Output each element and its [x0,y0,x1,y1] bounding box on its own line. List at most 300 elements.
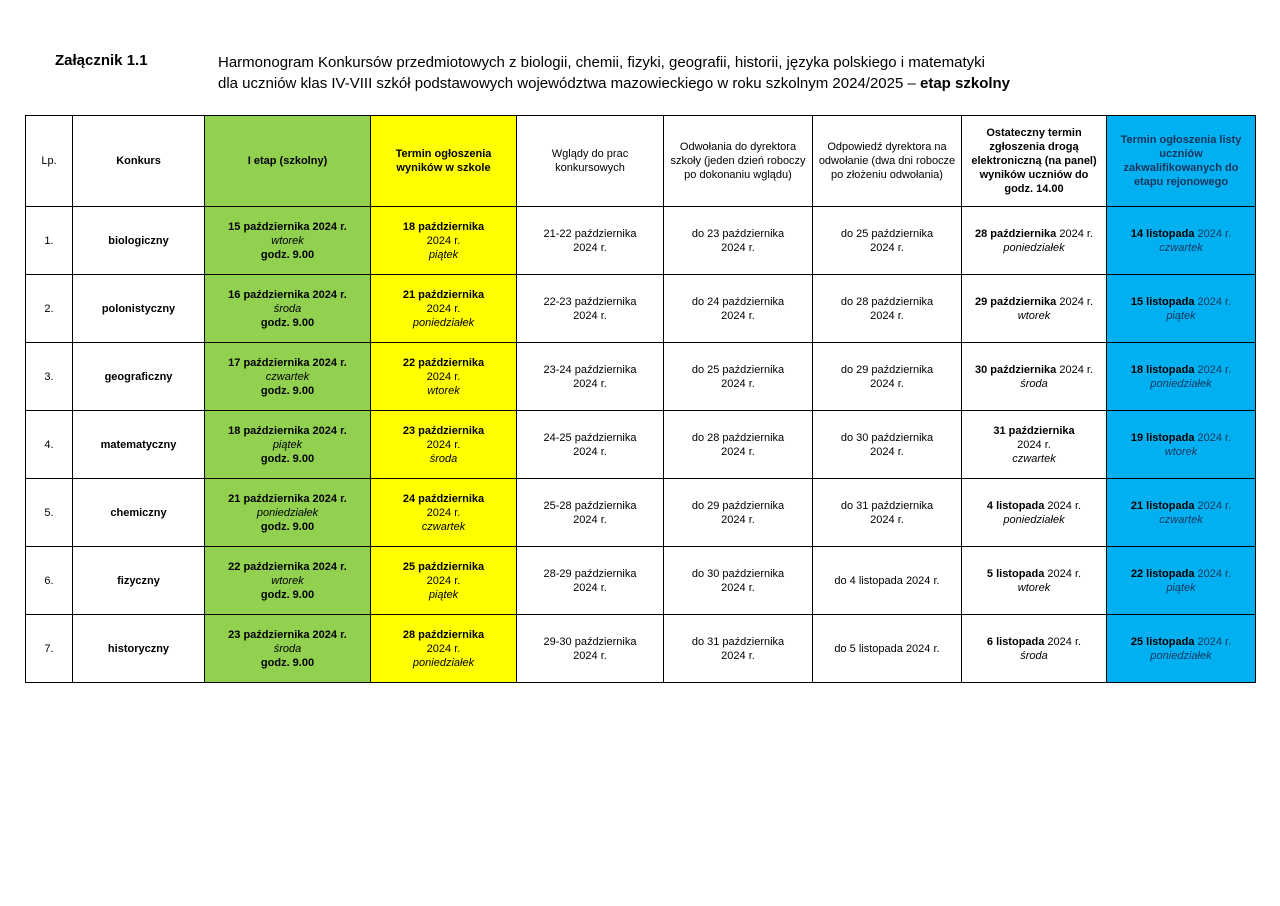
cell-wyniki [371,343,517,411]
cell-lista [1107,615,1256,683]
cell-text-segment: 24-25 października [543,431,637,444]
cell-line [966,567,1102,581]
cell-odwolania [664,207,813,275]
cell-konkurs: geograficzny [73,343,205,411]
cell-text-segment: 23 października [402,424,485,437]
cell-text-segment: poniedziałek [1003,241,1065,254]
cell-line [375,234,512,248]
cell-wyniki [371,547,517,615]
col-header-etap: I etap (szkolny) [205,116,371,207]
cell-line [668,513,808,527]
cell-text-segment: piątek [428,588,459,601]
cell-text-segment: wtorek [271,234,304,247]
cell-text-segment: 29-30 października [543,635,637,648]
table-row [26,479,1256,547]
cell-line [209,356,366,370]
cell-line [521,241,659,255]
cell-text-segment: czwartek [421,520,466,533]
cell-zgloszenie [962,547,1107,615]
cell-line [521,581,659,595]
cell-text-segment: 2024 r. [721,309,755,322]
cell-line [966,499,1102,513]
cell-text-segment: środa [273,302,302,315]
cell-text-segment: wtorek [1017,581,1051,594]
cell-line [521,635,659,649]
cell-text-segment: 2024 r. [426,370,461,383]
table-row [26,207,1256,275]
col-header-lp: Lp. [26,116,73,207]
cell-etap [205,411,371,479]
cell-konkurs: matematyczny [73,411,205,479]
cell-text-segment: 16 października 2024 r. [228,288,347,301]
table-row [26,343,1256,411]
cell-odwolania [664,547,813,615]
cell-text-segment: 2024 r. [870,513,904,526]
cell-text-segment: do 30 października [840,431,934,444]
document-title [218,52,1010,94]
cell-line [817,309,957,323]
cell-text-segment: 28 października [402,628,485,641]
cell-line [1111,649,1251,663]
cell-line [817,499,957,513]
cell-line [375,438,512,452]
cell-text-segment: 25 listopada [1130,635,1195,648]
cell-line [668,581,808,595]
cell-line [966,635,1102,649]
cell-text-segment: czwartek [265,370,310,383]
cell-line [375,316,512,330]
cell-line [668,309,808,323]
cell-line [209,248,366,262]
cell-line [668,295,808,309]
cell-line [668,635,808,649]
cell-lista [1107,207,1256,275]
cell-line [209,492,366,506]
cell-text-segment: do 4 listopada 2024 r. [834,574,940,587]
cell-line [1111,567,1251,581]
cell-line [1111,241,1251,255]
col-header-wyniki: Termin ogłoszenia wyników w szkole [371,116,517,207]
cell-odwolania [664,479,813,547]
cell-line [521,363,659,377]
cell-lista [1107,411,1256,479]
cell-line [966,309,1102,323]
cell-text-segment: 2024 r. [1194,431,1232,444]
cell-line [209,628,366,642]
cell-text-segment: 2024 r. [1194,295,1232,308]
cell-line [209,288,366,302]
cell-text-segment: piątek [1166,309,1196,322]
cell-line [375,656,512,670]
cell-line [668,227,808,241]
cell-text-segment: do 31 października [691,635,785,648]
cell-text-segment: godz. 9.00 [260,520,315,533]
cell-text-segment: do 24 października [691,295,785,308]
cell-text-segment: 4 listopada [986,499,1045,512]
cell-zgloszenie [962,275,1107,343]
cell-text-segment: piątek [428,248,459,261]
cell-line [521,227,659,241]
cell-line [521,567,659,581]
cell-lp: 1. [26,207,73,275]
col-header-lista: Termin ogłoszenia listy uczniów zakwalifikowanych do etapu rejonowego [1107,116,1256,207]
cell-text-segment: 22-23 października [543,295,637,308]
cell-wglady [517,411,664,479]
cell-line [375,520,512,534]
cell-text-segment: 2024 r. [1044,499,1082,512]
cell-line [375,220,512,234]
cell-text-segment: 2024 r. [870,309,904,322]
cell-text-segment: 2024 r. [426,642,461,655]
cell-line [209,560,366,574]
col-header-konkurs: Konkurs [73,116,205,207]
cell-line [1111,431,1251,445]
cell-text-segment: czwartek [1159,241,1203,254]
cell-text-segment: 2024 r. [573,649,607,662]
cell-line [209,424,366,438]
cell-line [817,377,957,391]
cell-line [817,642,957,656]
cell-text-segment: 25-28 października [543,499,637,512]
cell-odwolania [664,275,813,343]
cell-text-segment: poniedziałek [412,656,475,669]
attachment-label: Załącznik 1.1 [55,52,148,69]
cell-konkurs: fizyczny [73,547,205,615]
cell-line [209,656,366,670]
cell-lista [1107,275,1256,343]
cell-line [375,288,512,302]
document-header [55,52,1240,94]
cell-line [966,513,1102,527]
cell-text-segment: 14 listopada [1130,227,1195,240]
cell-line [375,424,512,438]
cell-wglady [517,207,664,275]
cell-text-segment: 2024 r. [1194,227,1232,240]
cell-line [375,492,512,506]
cell-odpowiedz [813,343,962,411]
cell-wglady [517,479,664,547]
cell-text-segment: środa [273,642,302,655]
cell-zgloszenie [962,411,1107,479]
cell-text-segment: 18 listopada [1130,363,1195,376]
cell-odpowiedz [813,275,962,343]
cell-lp: 2. [26,275,73,343]
cell-text-segment: 2024 r. [573,445,607,458]
cell-line [1111,513,1251,527]
cell-text-segment: godz. 9.00 [260,384,315,397]
cell-text-segment: 30 października [974,363,1057,376]
cell-text-segment: 18 października [402,220,485,233]
cell-text-segment: do 5 listopada 2024 r. [834,642,940,655]
cell-text-segment: 19 listopada [1130,431,1195,444]
cell-text-segment: wtorek [271,574,304,587]
cell-text-segment: wtorek [427,384,460,397]
cell-text-segment: 2024 r. [870,445,904,458]
cell-konkurs: chemiczny [73,479,205,547]
cell-line [1111,295,1251,309]
cell-odpowiedz [813,207,962,275]
cell-text-segment: poniedziałek [256,506,319,519]
cell-line [209,588,366,602]
cell-line [521,309,659,323]
table-row [26,615,1256,683]
cell-text-segment: 21 października [402,288,485,301]
cell-text-segment: 18 października 2024 r. [228,424,347,437]
cell-line [375,248,512,262]
cell-text-segment: 2024 r. [573,513,607,526]
cell-text-segment: 2024 r. [426,506,461,519]
cell-text-segment: 2024 r. [1194,567,1232,580]
cell-odwolania [664,615,813,683]
cell-odwolania [664,343,813,411]
cell-text-segment: 2024 r. [573,241,607,254]
cell-text-segment: 2024 r. [573,581,607,594]
cell-line [521,295,659,309]
cell-line [1111,445,1251,459]
cell-text-segment: 2024 r. [721,513,755,526]
cell-line [521,431,659,445]
cell-text-segment: 5 listopada [986,567,1045,580]
cell-text-segment: 15 listopada [1130,295,1195,308]
table-row [26,411,1256,479]
cell-line [1111,309,1251,323]
cell-text-segment: 2024 r. [721,649,755,662]
cell-line [375,588,512,602]
cell-text-segment: poniedziałek [1150,649,1212,662]
cell-line [521,499,659,513]
col-header-wglady: Wglądy do prac konkursowych [517,116,664,207]
cell-text-segment: 22 listopada [1130,567,1195,580]
cell-line [966,377,1102,391]
cell-text-segment: czwartek [1159,513,1203,526]
cell-konkurs: biologiczny [73,207,205,275]
cell-line [521,445,659,459]
table-row [26,275,1256,343]
cell-text-segment: godz. 9.00 [260,656,315,669]
cell-lista [1107,479,1256,547]
cell-line [668,241,808,255]
col-header-zgloszenie: Ostateczny termin zgłoszenia drogą elektroniczną (na panel) wyników uczniów do godz. 14.00 [962,116,1107,207]
cell-line [966,227,1102,241]
schedule-table [25,115,1256,683]
cell-line [1111,377,1251,391]
cell-line [668,431,808,445]
cell-line [966,295,1102,309]
cell-line [209,384,366,398]
cell-line [209,452,366,466]
cell-text-segment: poniedziałek [1003,513,1065,526]
cell-line [375,384,512,398]
cell-text-segment: do 31 października [840,499,934,512]
cell-lista [1107,547,1256,615]
cell-text-segment: godz. 9.00 [260,248,315,261]
cell-odpowiedz [813,479,962,547]
cell-wglady [517,547,664,615]
title-line-2-bold: etap szkolny [920,75,1011,92]
cell-text-segment: 28-29 października [543,567,637,580]
cell-text-segment: 2024 r. [870,377,904,390]
cell-text-segment: piątek [272,438,303,451]
cell-line [375,302,512,316]
header-row [26,116,1256,207]
cell-line [668,377,808,391]
cell-text-segment: 2024 r. [1194,363,1232,376]
cell-line [521,513,659,527]
cell-wglady [517,275,664,343]
cell-text-segment: 2024 r. [426,302,461,315]
cell-text-segment: 29 października [974,295,1057,308]
cell-line [817,513,957,527]
cell-zgloszenie [962,479,1107,547]
cell-text-segment: 2024 r. [721,241,755,254]
cell-line [1111,635,1251,649]
cell-text-segment: 31 października [993,424,1075,437]
cell-line [1111,227,1251,241]
cell-line [817,431,957,445]
cell-text-segment: 2024 r. [573,309,607,322]
cell-line [209,642,366,656]
cell-lp: 5. [26,479,73,547]
cell-text-segment: do 25 października [840,227,934,240]
title-line-1: Harmonogram Konkursów przedmiotowych z biologii, chemii, fizyki, geografii, historii, języka polskiego i matematyki [218,54,985,71]
cell-text-segment: 2024 r. [1056,295,1094,308]
cell-line [966,241,1102,255]
cell-etap [205,615,371,683]
cell-text-segment: 24 października [402,492,485,505]
cell-odpowiedz [813,547,962,615]
cell-line [521,377,659,391]
cell-line [209,438,366,452]
cell-text-segment: do 29 października [691,499,785,512]
cell-line [375,370,512,384]
cell-line [966,363,1102,377]
cell-text-segment: 25 października [402,560,485,573]
cell-text-segment: do 25 października [691,363,785,376]
cell-text-segment: godz. 9.00 [260,316,315,329]
cell-text-segment: czwartek [1012,452,1056,465]
title-line-2-text: dla uczniów klas IV-VIII szkół podstawowych województwa mazowieckiego w roku szkolnym 2024/2025 – [218,75,920,92]
cell-text-segment: 2024 r. [1017,438,1051,451]
cell-text-segment: 28 października [974,227,1057,240]
cell-text-segment: 22 października [402,356,485,369]
cell-text-segment: 17 października 2024 r. [228,356,347,369]
cell-line [375,642,512,656]
cell-line [209,520,366,534]
cell-text-segment: 15 października 2024 r. [228,220,347,233]
cell-text-segment: 2024 r. [1044,635,1082,648]
cell-odpowiedz [813,411,962,479]
cell-lp: 6. [26,547,73,615]
cell-wglady [517,343,664,411]
cell-odpowiedz [813,615,962,683]
cell-text-segment: 21 października 2024 r. [228,492,347,505]
cell-line [966,581,1102,595]
cell-text-segment: wtorek [1017,309,1051,322]
cell-line [668,363,808,377]
cell-text-segment: 21 listopada [1130,499,1195,512]
cell-line [1111,581,1251,595]
cell-line [375,628,512,642]
cell-line [375,452,512,466]
cell-text-segment: godz. 9.00 [260,588,315,601]
cell-line [1111,499,1251,513]
cell-line [375,506,512,520]
cell-text-segment: do 28 października [840,295,934,308]
cell-text-segment: do 28 października [691,431,785,444]
cell-konkurs: polonistyczny [73,275,205,343]
cell-zgloszenie [962,615,1107,683]
cell-text-segment: 23-24 października [543,363,637,376]
cell-line [209,302,366,316]
cell-text-segment: 2024 r. [426,574,461,587]
cell-lp: 4. [26,411,73,479]
cell-etap [205,343,371,411]
cell-etap [205,207,371,275]
cell-line [817,574,957,588]
cell-text-segment: poniedziałek [1150,377,1212,390]
cell-text-segment: godz. 9.00 [260,452,315,465]
cell-line [209,370,366,384]
cell-line [209,506,366,520]
cell-text-segment: 2024 r. [1194,499,1232,512]
cell-wglady [517,615,664,683]
cell-wyniki [371,207,517,275]
cell-text-segment: piątek [1166,581,1196,594]
cell-line [668,567,808,581]
cell-text-segment: poniedziałek [412,316,475,329]
cell-text-segment: do 30 października [691,567,785,580]
cell-etap [205,547,371,615]
cell-line [966,424,1102,438]
cell-line [817,241,957,255]
cell-zgloszenie [962,207,1107,275]
cell-text-segment: 2024 r. [721,445,755,458]
cell-text-segment: 2024 r. [721,581,755,594]
cell-line [966,452,1102,466]
cell-line [668,499,808,513]
cell-line [817,363,957,377]
cell-text-segment: 2024 r. [426,234,461,247]
cell-wyniki [371,479,517,547]
cell-text-segment: 2024 r. [1194,635,1232,648]
cell-lp: 7. [26,615,73,683]
cell-line [668,445,808,459]
cell-line [817,227,957,241]
cell-wyniki [371,275,517,343]
cell-line [817,295,957,309]
cell-line [668,649,808,663]
cell-line [375,574,512,588]
cell-text-segment: 22 października 2024 r. [228,560,347,573]
cell-text-segment: wtorek [1164,445,1198,458]
cell-line [521,649,659,663]
cell-line [209,316,366,330]
cell-line [209,574,366,588]
cell-konkurs: historyczny [73,615,205,683]
cell-text-segment: środa [429,452,458,465]
cell-text-segment: 2024 r. [1044,567,1082,580]
cell-line [817,445,957,459]
cell-text-segment: środa [1020,649,1048,662]
cell-lp: 3. [26,343,73,411]
cell-line [966,438,1102,452]
cell-line [209,220,366,234]
cell-text-segment: 2024 r. [1056,363,1094,376]
cell-text-segment: środa [1020,377,1048,390]
cell-wyniki [371,615,517,683]
cell-text-segment: 6 listopada [986,635,1045,648]
cell-line [209,234,366,248]
